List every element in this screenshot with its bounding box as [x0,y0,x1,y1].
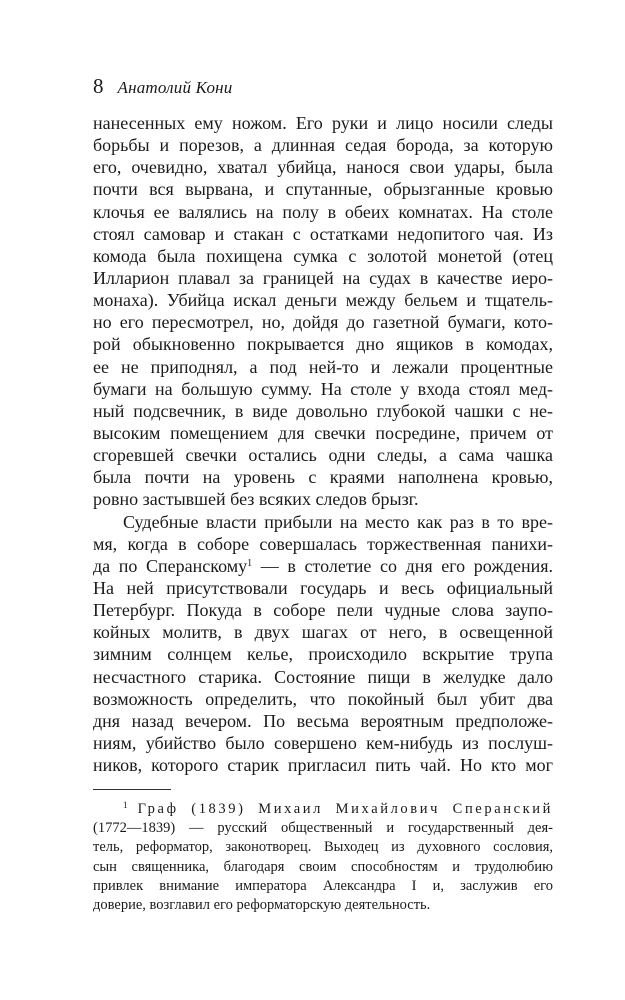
footnote-marker: 1 [123,800,128,811]
footnote-line: тель, реформатор, законотворец. Выходец из духовного сословия, [93,839,553,856]
text-line: Петербург. Покуда в соборе пели чудные слова заупо- [93,600,553,621]
footnote-name: Граф (1839) Михаил Михайлович Сперанский [137,801,553,817]
text-line: дня назад вечером. По весьма вероятным предположе- [93,710,553,731]
footnote-line: привлек внимание императора Александра I и, заслужив его [93,877,553,894]
text-line: ее не приподнял, а под ней-то и лежали процентные [93,356,553,377]
text-line: несчастного старика. Состояние пищи в желудке дало [93,666,553,687]
text-line: почти вся вырвана, и спутанные, обрызганные кровью [93,179,553,200]
text-line: ровно застывшей без всяких следов брызг. [93,489,419,510]
text-fragment: — в столетие со дня его рождения. [252,555,553,576]
text-line: стоял самовар и стакан с остатками недопитого чая. Из [93,223,553,244]
running-head [93,74,233,99]
text-fragment: да по Сперанскому [93,555,248,576]
text-line: монаха). Убийца искал деньги между бельем и тщатель- [93,290,553,311]
text-line: его, очевидно, хватал убийца, нанося свои удары, была [93,157,553,178]
text-line: бумаги на большую сумму. На столе у входа стоял мед- [93,378,553,399]
text-line: была почти на уровень с краями наполнена кровью, [93,467,553,488]
text-line: мя, когда в соборе совершалась торжественная панихи- [93,533,553,554]
text-line: На ней присутствовали государь и весь официальный [93,577,553,598]
body-text [93,112,553,776]
text-line: нанесенных ему ножом. Его руки и лицо носили следы [93,113,553,133]
footnote-line [93,800,553,819]
text-line: Судебные власти прибыли на место как раз в то вре- [123,511,553,532]
page-number: 8 [93,74,104,98]
footnote-reference[interactable]: 1 [247,557,253,569]
text-line: ников, которого старик пригласил пить чай. Но кто мог [93,755,553,776]
footnote [93,800,553,915]
footnote-line: сын священника, благодаря своим способностям и трудолюбию [93,858,553,875]
text-line-with-footnote [93,555,553,577]
text-line: клочья ее валялись на полу в обеих комнатах. На столе [93,201,553,222]
text-line: комода была похищена сумка с золотой монетой (отец [93,245,553,266]
text-line: возможность определить, что покойный был убит два [93,688,553,709]
running-head-author: Анатолий Кони [117,78,233,97]
text-line: но его пересмотрел, но, дойдя до газетной бумаги, кото- [93,312,553,333]
footnote-divider [93,789,171,790]
text-line: Илларион плавал за границей на судах в качестве иеро- [93,267,553,288]
footnote-line: доверие, возглавил его реформаторскую деятельность. [93,896,431,913]
text-line: сгоревшей свечки остались одни следы, а сама чашка [93,445,553,466]
text-line: рой обыкновенно покрывается дно ящиков в комодах, [93,334,553,355]
text-line: ниям, убийство было совершено кем-нибудь из послуш- [93,732,553,753]
text-line: койных молитв, в двух шагах от него, в освещенной [93,622,553,643]
text-line: борьбы и порезов, а длинная седая борода, за которую [93,135,553,156]
footnote-line: (1772—1839) — русский общественный и государственный дея- [93,820,553,837]
text-line: зимним солнцем келье, происходило вскрытие трупа [93,644,553,665]
text-line: ный подсвечник, в виде довольно глубокой чашки с не- [93,400,553,421]
text-line: высоким помещением для свечки посредине, причем от [93,422,553,443]
